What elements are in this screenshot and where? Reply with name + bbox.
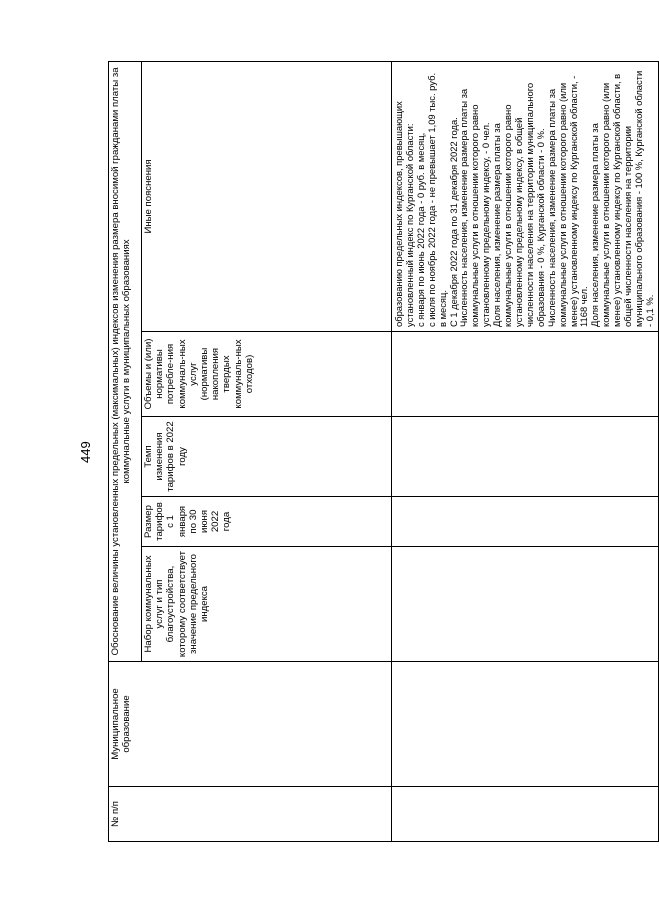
table-row — [392, 61, 659, 841]
rotated-table-container — [108, 62, 655, 842]
header-municipality: Муниципальное образование — [109, 662, 392, 787]
note-paragraph: с января по июнь 2022 года - 0 руб. в месяц, — [414, 132, 426, 327]
page-number: 449 — [78, 441, 93, 463]
header-group: Обоснование величины установленных предельных (максимальных) индексов изменения размера вносимой гражданами платы за коммунальные услуги в муниципальных образованиях — [109, 61, 142, 661]
cell-tariff-size — [392, 497, 659, 547]
note-paragraph: с июля по ноябрь 2022 года - не превышает 1,09 тыс. руб. в месяц. — [425, 72, 448, 327]
note-paragraph: Доля населения, изменение размера платы за коммунальные услуги в отношении которого равно (или менее) установленному индексу по Курганской области, в общей численности населения на территории муниципального образования - 100 %, Курганской области - 0,1 %. — [589, 70, 655, 327]
note-paragraph: Доля населения, изменение размера платы за коммунальные услуги в отношении которого равно установленному предельному индексу, в общей численности населения на территории муниципального образования - 0 %, Курганской области - 0 %. — [491, 82, 546, 327]
header-number: № п/п — [109, 787, 392, 842]
cell-municipality — [392, 662, 659, 787]
note-paragraph: образованию предельных индексов, превышающих установленный индекс по Курганской области: — [393, 101, 415, 327]
cell-volumes — [392, 332, 659, 417]
note-paragraph: С 1 декабря 2022 года по 31 декабря 2022 года. — [447, 117, 459, 327]
cell-number — [392, 787, 659, 842]
cell-notes — [392, 61, 659, 331]
justification-table — [108, 61, 659, 842]
header-row-main — [109, 61, 142, 841]
cell-tariff-rate — [392, 417, 659, 497]
header-other-notes: Иные пояснения — [142, 61, 392, 331]
header-service-set: Набор коммунальных услуг и тип благоустройства, которому соответствует значение предельного индекса — [142, 547, 392, 662]
header-tariff-size: Размер тарифов с 1 января по 30 июня 2022 года — [142, 497, 392, 547]
header-tariff-rate: Темп изменения тарифов в 2022 году — [142, 417, 392, 497]
header-volumes: Объемы и (или) нормативы потребле-ния коммуналь-ных услуг (нормативы накопления твердых коммуналь-ных отходов) — [142, 332, 392, 417]
note-paragraph: Численность населения, изменение размера платы за коммунальные услуги в отношении которого равно (или менее) установленному индексу по Курганской области, - 1168 чел. — [545, 75, 590, 327]
note-paragraph: Численность населения, изменение размера платы за коммунальные услуги в отношении которого равно установленному предельному индексу, - 0 чел. — [458, 88, 492, 327]
cell-service-set — [392, 547, 659, 662]
